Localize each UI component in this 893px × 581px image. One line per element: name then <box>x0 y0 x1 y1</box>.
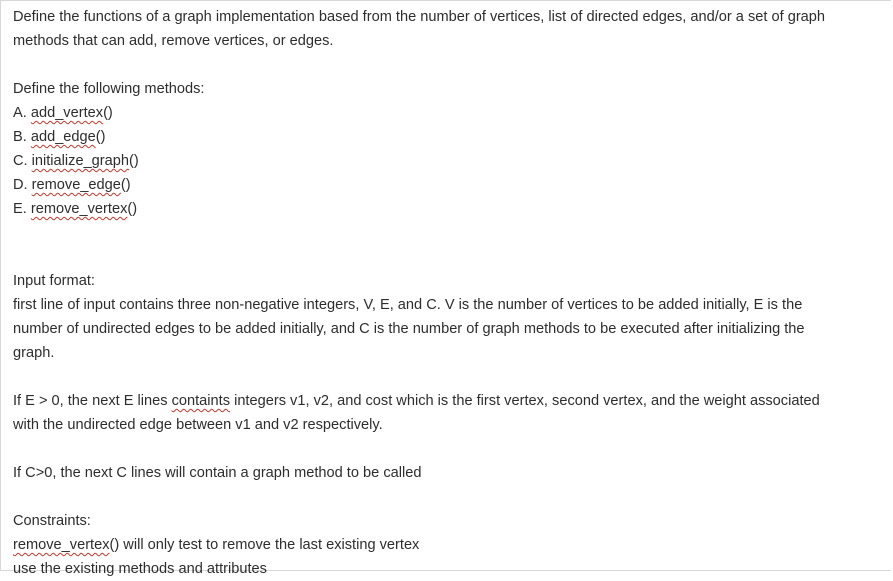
edges-note-pre: If E > 0, the next E lines <box>13 393 172 409</box>
method-prefix: D. <box>13 177 32 193</box>
spacer <box>13 221 891 269</box>
constraints-heading: Constraints: <box>13 513 91 529</box>
edges-note-misspelled: containts <box>171 393 231 409</box>
method-prefix: E. <box>13 201 31 217</box>
spacer <box>13 485 891 509</box>
spacer <box>13 53 891 77</box>
edges-note-post: integers v1, v2, and cost which is the first vertex, second vertex, and the weight associated <box>230 393 820 409</box>
spacer <box>13 365 891 389</box>
method-prefix: B. <box>13 129 31 145</box>
methods-note: If C>0, the next C lines will contain a graph method to be called <box>13 465 422 481</box>
input-format-line-1: first line of input contains three non-negative integers, V, E, and C. V is the number of vertices to be added initially, E is the <box>13 297 803 313</box>
method-name: add_edge <box>30 129 96 145</box>
method-suffix: () <box>95 129 106 145</box>
method-prefix: C. <box>13 153 32 169</box>
spacer <box>13 437 891 461</box>
input-format-line-2: number of undirected edges to be added initially, and C is the number of graph methods to be executed after initializing the <box>13 321 805 337</box>
edges-note-line-1 <box>13 389 891 413</box>
methods-heading: Define the following methods: <box>13 81 205 97</box>
method-suffix: () <box>103 105 113 121</box>
method-name: initialize_graph <box>31 153 130 169</box>
method-item-remove-vertex <box>13 197 891 221</box>
method-name: remove_edge <box>31 177 121 193</box>
edges-note-line-2: with the undirected edge between v1 and v2 respectively. <box>13 417 383 433</box>
method-item-add-edge <box>13 125 891 149</box>
input-format-line-3: graph. <box>13 345 55 361</box>
method-name: add_vertex <box>30 105 104 121</box>
method-suffix: () <box>127 201 138 217</box>
constraint-2: use the existing methods and attributes <box>13 561 267 577</box>
constraint-1-rest: () will only test to remove the last existing vertex <box>109 537 420 553</box>
method-item-initialize-graph <box>13 149 891 173</box>
method-suffix: () <box>120 177 131 193</box>
input-format-heading: Input format: <box>13 273 95 289</box>
problem-statement <box>13 5 891 581</box>
method-prefix: A. <box>13 105 31 121</box>
constraint-method-name: remove_vertex <box>13 537 110 553</box>
method-suffix: () <box>129 153 139 169</box>
intro-line-2: methods that can add, remove vertices, or edges. <box>13 33 334 49</box>
method-item-remove-edge <box>13 173 891 197</box>
method-item-add-vertex <box>13 101 891 125</box>
method-name: remove_vertex <box>30 201 128 217</box>
intro-line-1: Define the functions of a graph implementation based from the number of vertices, list of directed edges, and/or a set of graph <box>13 9 826 25</box>
constraint-1 <box>13 533 891 557</box>
